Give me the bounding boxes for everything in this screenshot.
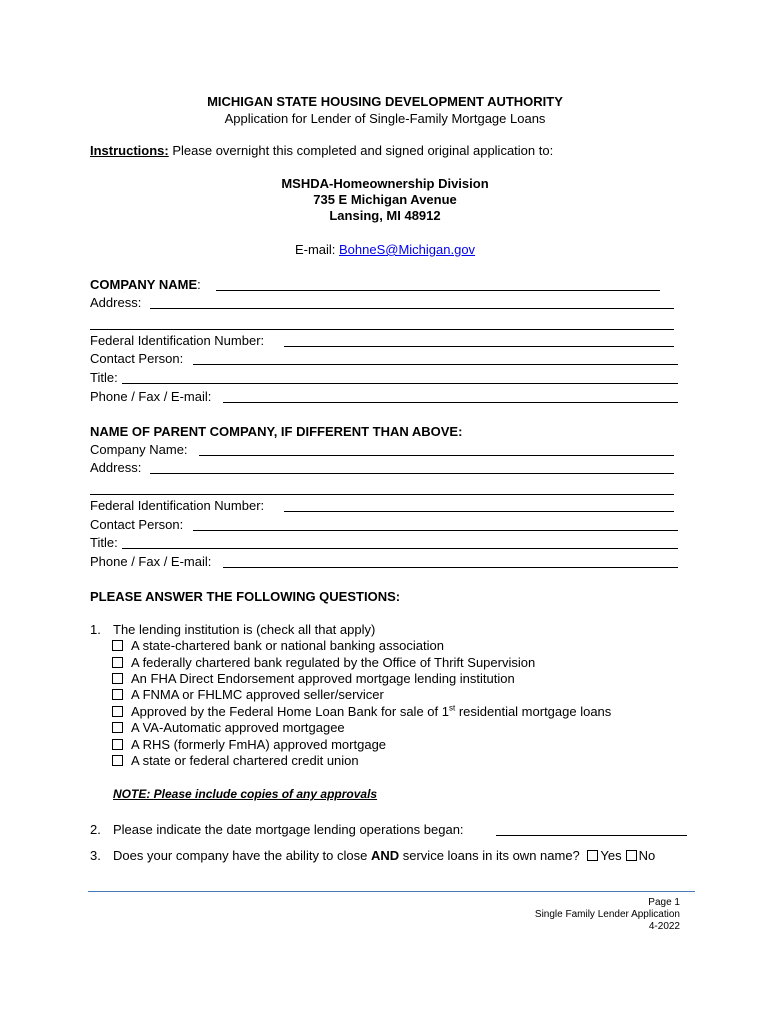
q3-text-a: Does your company have the ability to close: [113, 848, 371, 863]
questions-heading: PLEASE ANSWER THE FOLLOWING QUESTIONS:: [90, 589, 401, 604]
company-name-colon: :: [197, 277, 201, 292]
checkbox-fha[interactable]: [112, 673, 123, 684]
form-date: 4-2022: [648, 921, 680, 932]
form-subtitle: Application for Lender of Single-Family Mortgage Loans: [224, 111, 546, 126]
checkbox-va[interactable]: [112, 722, 123, 733]
option-credit-union: [112, 753, 359, 769]
company-fein-label: Federal Identification Number:: [90, 333, 265, 348]
option-fhlb: [112, 704, 611, 720]
agency-title: MICHIGAN STATE HOUSING DEVELOPMENT AUTHORITY: [207, 94, 563, 109]
instructions: [90, 143, 553, 159]
parent-phone-field[interactable]: [223, 567, 678, 568]
parent-name-field[interactable]: [199, 455, 674, 456]
company-phone-label: Phone / Fax / E-mail:: [90, 389, 212, 404]
company-name-field[interactable]: [216, 290, 660, 291]
company-phone-field[interactable]: [223, 402, 678, 403]
email-line: [0, 242, 770, 258]
instructions-text: Please overnight this completed and signed original application to:: [168, 143, 554, 158]
parent-address-field[interactable]: [150, 473, 674, 474]
approvals-note: [113, 786, 377, 802]
option-state-bank: [112, 638, 444, 654]
option-fnma: [112, 687, 384, 703]
checkbox-fnma[interactable]: [112, 689, 123, 700]
yes-label: Yes: [600, 848, 622, 863]
company-fein-field[interactable]: [284, 346, 674, 347]
company-contact-label: Contact Person:: [90, 351, 184, 366]
option-label-rest: residential mortgage loans: [455, 704, 612, 719]
parent-title-label: Title:: [90, 535, 118, 550]
parent-address-label: Address:: [90, 460, 142, 475]
company-title-label: Title:: [90, 370, 118, 385]
company-address-field-2[interactable]: [90, 329, 674, 330]
lending-start-date-field[interactable]: [496, 835, 687, 836]
checkbox-state-bank[interactable]: [112, 640, 123, 651]
page-number: Page 1: [648, 897, 680, 908]
parent-company-heading: NAME OF PARENT COMPANY, IF DIFFERENT THAN ABOVE:: [90, 424, 463, 439]
parent-contact-field[interactable]: [193, 530, 678, 531]
parent-title-field[interactable]: [122, 548, 678, 549]
company-address-label: Address:: [90, 295, 142, 310]
note-text: NOTE: Please include copies of any approvals: [113, 787, 378, 801]
question-1-text: The lending institution is (check all that apply): [113, 622, 376, 637]
no-label: No: [638, 848, 656, 863]
instructions-label: Instructions:: [90, 143, 169, 158]
company-contact-field[interactable]: [193, 364, 678, 365]
question-2-number: 2.: [90, 822, 101, 837]
question-3-number: 3.: [90, 848, 101, 863]
checkbox-federal-bank[interactable]: [112, 657, 123, 668]
checkbox-fhlb[interactable]: [112, 706, 123, 717]
option-label: A VA-Automatic approved mortgagee: [131, 720, 345, 735]
parent-fein-label: Federal Identification Number:: [90, 498, 265, 513]
checkbox-yes[interactable]: [587, 850, 598, 861]
option-label: A state or federal chartered credit union: [131, 753, 359, 768]
question-3-text: [113, 848, 655, 864]
page-footer: [535, 897, 680, 933]
parent-phone-label: Phone / Fax / E-mail:: [90, 554, 212, 569]
company-name-label: [90, 277, 201, 293]
option-fha: [112, 671, 515, 687]
checkbox-no[interactable]: [626, 850, 637, 861]
option-label: A FNMA or FHLMC approved seller/servicer: [131, 687, 384, 702]
q3-emphasis: AND: [370, 848, 400, 863]
footer-divider: [88, 891, 695, 892]
city-state-zip: Lansing, MI 48912: [329, 208, 441, 223]
option-label: A RHS (formerly FmHA) approved mortgage: [131, 737, 387, 752]
parent-address-field-2[interactable]: [90, 494, 674, 495]
superscript: st: [448, 703, 456, 713]
company-address-field[interactable]: [150, 308, 674, 309]
email-label: E-mail:: [294, 242, 339, 257]
q3-text-b: service loans in its own name?: [399, 848, 584, 863]
company-title-field[interactable]: [122, 383, 678, 384]
question-1-number: 1.: [90, 622, 101, 637]
option-va: [112, 720, 345, 736]
parent-fein-field[interactable]: [284, 511, 674, 512]
email-link[interactable]: BohneS@Michigan.gov: [339, 242, 476, 257]
form-name: Single Family Lender Application: [534, 909, 680, 920]
option-rhs: [112, 737, 386, 753]
option-label: A state-chartered bank or national banking association: [131, 638, 444, 653]
parent-contact-label: Contact Person:: [90, 517, 184, 532]
checkbox-rhs[interactable]: [112, 739, 123, 750]
company-name-heading: COMPANY NAME: [90, 277, 198, 292]
option-label: Approved by the Federal Home Loan Bank for sale of 1: [131, 704, 449, 719]
option-label: A federally chartered bank regulated by the Office of Thrift Supervision: [131, 655, 536, 670]
parent-name-label: Company Name:: [90, 442, 188, 457]
street-address: 735 E Michigan Avenue: [313, 192, 457, 207]
division-name: MSHDA-Homeownership Division: [281, 176, 489, 191]
question-2-text: Please indicate the date mortgage lending operations began:: [113, 822, 464, 837]
option-label: An FHA Direct Endorsement approved mortgage lending institution: [131, 671, 515, 686]
checkbox-credit-union[interactable]: [112, 755, 123, 766]
option-federal-bank: [112, 655, 535, 671]
